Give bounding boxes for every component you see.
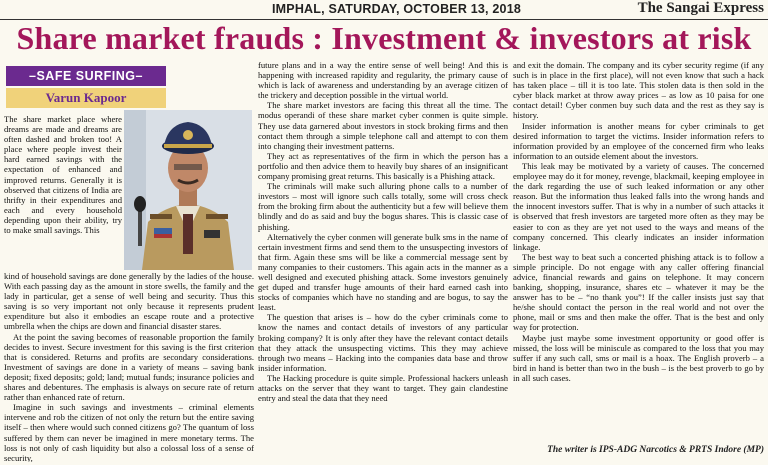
article-column-2 (258, 60, 508, 463)
article-headline: Share market frauds : Investment & investors at risk (16, 20, 752, 56)
paragraph: and exit the domain. The company and its cyber security regime (if any such is in place in the first place), will not even know that such a hack has taken place – till it is too late. This stolen data is then sold in the cyber black market at throw away prices – as low as 10 paisa for one contact detail! Cyber conmen buy such data and the rest as they say is history. (513, 60, 764, 121)
paragraph: They act as representatives of the firm in which the person has a portfolio and then advice them to heavily buy shares of an insignificant company promising great returns. This basically is a Phishing attack. (258, 150, 508, 182)
paragraph: The question that arises is – how do the cyber criminals come to know the names and contact details of investors of any particular broking company? It is only after they have the relevant contact details that they attack the unsuspecting victims. This they may achieve through two means – Hacking into the companies data base and throw insider information. (258, 312, 508, 373)
paper-name: The Sangai Express (637, 0, 764, 16)
column-kicker: –SAFE SURFING– (6, 66, 166, 86)
paragraph: At the point the saving becomes of reasonable proportion the family decides to invest. Secure investment for this saving is the first criterion that is considered. Returns and profits are secondary considerations. Investment of savings are done in a variety of means – saving bank deposit; fixed deposits; gold; land; mutual funds; insurance policies and shares and debentures. The emphasis is always on secure rate of return rather than enhanced rate of return. (4, 331, 254, 403)
article-column-1-bottom (4, 271, 254, 462)
paragraph: future plans and in a way the entire sense of well being! And this is happening with increased rapidity and regularity, the primary cause of which is lack of awareness and understanding by an average citizen of the trickery and deception possible in the virtual world. (258, 60, 508, 101)
date-line: IMPHAL, SATURDAY, OCTOBER 13, 2018 (272, 2, 521, 16)
paragraph: kind of household savings are done generally by the ladies of the house. With each passing day as the amount in store swells, the family and the lady in particular, get a sense of well being and security. Thus this saving is so very important not only because it represents prudent expenditure but also it embodies an escape route and a protective umbrella when the chips are down and financial disaster stares. (4, 271, 254, 332)
paragraph: Alternatively the cyber conmen will generate bulk sms in the name of certain investment firms and send them to the unsuspecting investors of that firm. Again these sms will be like a commercial message sent by many companies to their customers. This again acts in the manner as a well designed and executed phishing attack. Some investors genuinely get duped and transfer huge amounts of their hard earned cash into stocks of companies which have no standing and are bogus, to say the least. (258, 231, 508, 313)
officer-portrait-icon (124, 110, 252, 270)
article-column-1-top (4, 114, 122, 271)
masthead-bar (0, 0, 768, 20)
paragraph: The criminals will make such alluring phone calls to a number of investors – most will ignore such calls totally, some will cross check from the broking firm about the authenticity but a few will believe them blindly and do as said and buy the bogus shares. This is classic case of phishing. (258, 181, 508, 232)
paragraph: The share market place where dreams are made and dreams are often dashed and broken too! A place where people invest their hard earned savings with the expectation of enhanced and improved returns. Generally it is observed that citizens of India are thrifty in their expenditures and each and every household depending upon their ability, try to make small savings. This (4, 114, 122, 236)
paragraph: Maybe just maybe some investment opportunity or good offer is missed, the loss will be miniscule as compared to the loss that you may suffer if any such call, sms or mail is a hoax. The English proverb – a bird in hand is better than two in the bush – is the best proverb to go by in all such cases. (513, 332, 764, 383)
author-note: The writer is IPS-ADG Narcotics & PRTS Indore (MP) (547, 445, 764, 455)
article-column-3 (513, 60, 764, 430)
paragraph: Insider information is another means for cyber criminals to get desired information to target the victims. Insider information refers to information provided by an employee of the concerned firm who leaks information to an outside element about the investors. (513, 120, 764, 161)
author-photo (124, 110, 252, 270)
paragraph: The best way to beat such a concerted phishing attack is to follow a simple principle. Do not engage with any caller offering financial advice, financial rewards and gains on telephone. It may concern banking, shopping, insurance, shares etc – whatever it may be the answer has to be – “no thank you”! If the caller insists just say that he/she should contact the person in the real world and not over the phone, mail or sms and then make the offer. That is the best and only way for protection. (513, 251, 764, 333)
paragraph: Imagine in such savings and investments – criminal elements intervene and rob the citizen of not only the return but the entire saving itself – then where would such conned citizens go? The quantum of loss suffered by them can never be imagined in mere monetary terms. The loss is not only of cash liquidity but also a colossal loss of a sense of security, (4, 402, 254, 462)
author-byline: Varun Kapoor (6, 88, 166, 108)
paragraph: The Hacking procedure is quite simple. Professional hackers unleash attacks on the server that they want to target. They gain clandestine entry and steal the data that they need (258, 372, 508, 404)
paragraph: This leak may be motivated by a variety of causes. The concerned employee may do it for money, revenge, blackmail, keeping employee in the dark regarding the use of such leaked information or any other reason. But the information thus leaked falls into the wrong hands and the innocent investors suffer. That is why in a number of such attacks it is observed that fresh investors are targeted more often as they may be easier to con as they are yet not used to the ways and means of the company concerned. This clearly indicates an insider information linkage. (513, 160, 764, 252)
paragraph: The share market investors are facing this threat all the time. The modus operandi of these share market cyber conmen is quite simple. They use data garnered about investors in stock broking firms and then contact them through a simple telephone call and attempt to con them into changing their investment patterns. (258, 100, 508, 151)
